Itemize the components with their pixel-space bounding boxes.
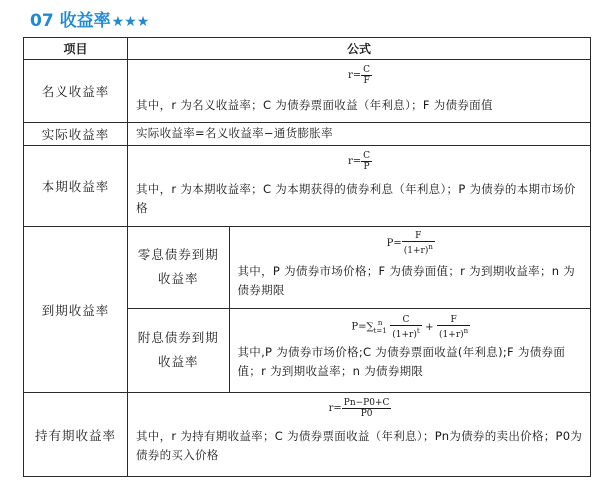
row-content [128,393,591,477]
formula-description: 其中，r 为名义收益率；C 为债券票面收益（年利息）；F 为债券面值 [136,98,493,112]
sub-content [229,227,590,308]
formula: P= $\frac{F}{(1+r)^n}$ [386,231,433,256]
row-holding-yield [24,393,591,477]
formula-description: 其中，P 为债券市场价格；F 为债券面值；r 为到期收益率；n 为债券期限 [237,264,576,297]
ytm-subtable [128,227,590,392]
row-content [128,123,591,146]
sub-label: 附息债券到期收益率 [128,308,229,392]
formula-text: 实际收益率=名义收益率−通货膨胀率 [136,126,333,140]
row-label: 到期收益率 [24,227,128,393]
section-number: 07 [30,11,54,31]
formula: P=∑ n t=1 $\frac{C}{(1+r)^t}$ + $\frac{F}{(1+r)^n}$ [351,314,469,340]
ytm-subtable-cell [128,227,591,393]
formula: r= $\frac{Pn-P0+C}{P0}$ [328,398,390,419]
header-row [24,38,591,60]
row-label: 实际收益率 [24,123,128,146]
row-nominal-yield [24,60,591,123]
formula-description: 其中，r 为持有期收益率；C 为债券票面收益（年利息）；Pn为债券的卖出价格；P0为债券的买入价格 [136,429,583,462]
header-formula: 公式 [128,38,591,60]
row-content [128,146,591,227]
row-label: 本期收益率 [24,146,128,227]
row-real-yield [24,123,591,146]
formula-description: 其中，r 为本期收益率；C 为本期获得的债券利息（年利息）；P 为债券的本期市场价格 [136,182,576,215]
importance-stars: ★★★ [111,14,150,30]
sub-content [229,308,590,392]
row-content [128,60,591,123]
row-zero-coupon [128,227,590,308]
row-label: 持有期收益率 [24,393,128,477]
section-title: 收益率 [59,11,111,31]
row-ytm [24,227,591,393]
section-heading [30,6,149,31]
row-coupon-bond [128,308,590,392]
header-item: 项目 [24,38,128,60]
formula: r= $\frac{C}{P}$ [347,151,371,172]
row-label: 名义收益率 [24,60,128,123]
row-current-yield [24,146,591,227]
sub-label: 零息债券到期收益率 [128,227,229,308]
formula: r= $\frac{C}{F}$ [347,65,371,86]
formula-description: 其中,P 为债券市场价格;C 为债券票面收益(年利息);F 为债券面值；r 为到期收益率；n 为债券期限 [237,344,566,378]
yield-table [23,37,591,477]
